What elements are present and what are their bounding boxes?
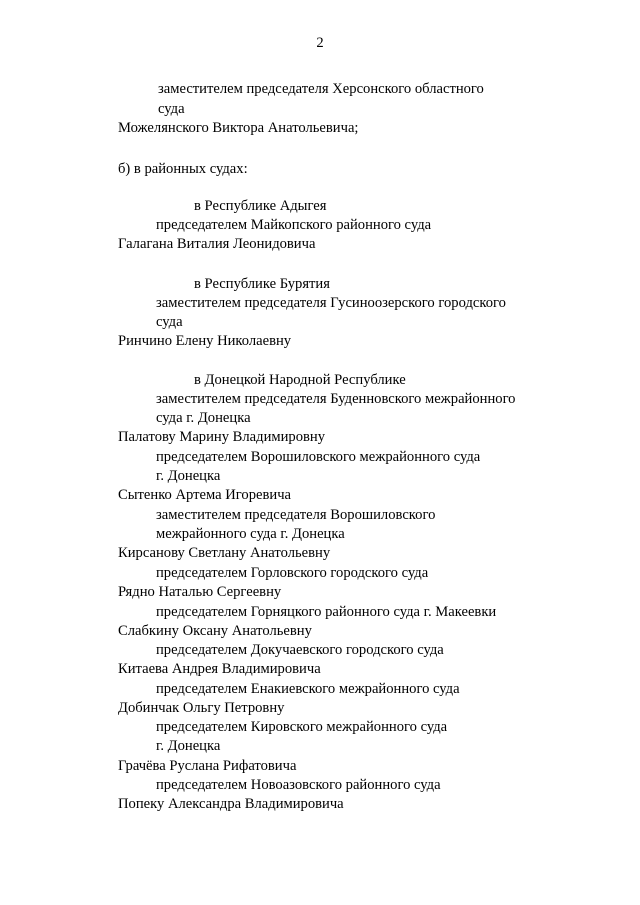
position-line: заместителем председателя Буденновского межрайонного xyxy=(156,391,516,407)
page-number: 2 xyxy=(316,35,324,51)
appointee-name: Китаева Андрея Владимировича xyxy=(118,661,321,677)
position-line: г. Донецка xyxy=(156,738,221,754)
appointee-name: Галагана Виталия Леонидовича xyxy=(118,236,316,252)
position-line: председателем Кировского межрайонного суда xyxy=(156,719,448,735)
appointee-name: Сытенко Артема Игоревича xyxy=(118,487,292,503)
appointee-name: Ринчино Елену Николаевну xyxy=(118,333,292,349)
appointee-name: Добинчак Ольгу Петровну xyxy=(118,700,285,716)
appointee-name: Слабкину Оксану Анатольевну xyxy=(118,623,312,639)
position-line: г. Донецка xyxy=(156,468,221,484)
appointee-name: Попеку Александра Владимировича xyxy=(118,796,344,812)
appointee-name: Кирсанову Светлану Анатольевну xyxy=(118,545,331,561)
position-line: председателем Новоазовского районного суда xyxy=(156,777,441,793)
region-heading: в Республике Бурятия xyxy=(194,276,330,292)
position-line: заместителем председателя Гусиноозерского городского xyxy=(156,295,506,311)
appointee-name: Палатову Марину Владимировну xyxy=(118,429,326,445)
position-line: председателем Горловского городского суда xyxy=(156,565,429,581)
position-line: председателем Докучаевского городского суда xyxy=(156,642,444,658)
position-line: межрайонного суда г. Донецка xyxy=(156,526,345,542)
appointee-name: Грачёва Руслана Рифатовича xyxy=(118,758,297,774)
position-line: председателем Горняцкого районного суда г. Макеевки xyxy=(156,604,497,620)
position-line: председателем Енакиевского межрайонного суда xyxy=(156,681,460,697)
appointee-name: Можелянского Виктора Анатольевича; xyxy=(118,120,359,136)
region-heading: в Республике Адыгея xyxy=(194,198,327,214)
position-line: председателем Ворошиловского межрайонного суда xyxy=(156,449,481,465)
region-heading: в Донецкой Народной Республике xyxy=(194,372,406,388)
position-line: суда xyxy=(158,101,185,117)
position-line: суда г. Донецка xyxy=(156,410,251,426)
position-line: заместителем председателя Херсонского областного xyxy=(158,81,484,97)
position-line: суда xyxy=(156,314,183,330)
position-line: председателем Майкопского районного суда xyxy=(156,217,432,233)
section-heading: б) в районных судах: xyxy=(118,161,248,177)
position-line: заместителем председателя Ворошиловского xyxy=(156,507,436,523)
appointee-name: Рядно Наталью Сергеевну xyxy=(118,584,282,600)
